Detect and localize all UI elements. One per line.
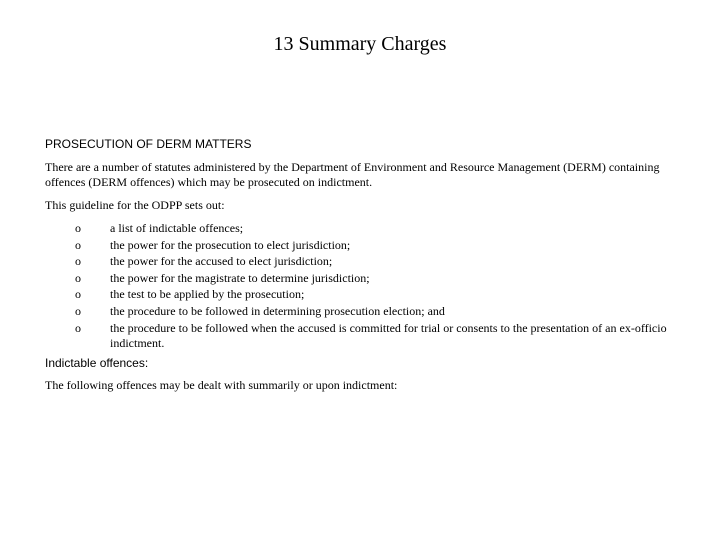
list-item-text: the procedure to be followed when the accused is committed for trial or consents to the presentation of an ex-officio indictment. bbox=[110, 320, 667, 350]
indictable-offences-heading: Indictable offences: bbox=[45, 355, 149, 370]
list-item bbox=[45, 254, 685, 269]
list-item bbox=[45, 287, 685, 302]
bullet-marker: o bbox=[75, 270, 81, 285]
list-item bbox=[45, 221, 685, 236]
list-item bbox=[45, 238, 685, 253]
slide-title: 13 Summary Charges bbox=[273, 33, 447, 55]
list-item-text: the power for the prosecution to elect jurisdiction; bbox=[110, 237, 351, 252]
list-item-text: the power for the magistrate to determine jurisdiction; bbox=[110, 270, 370, 285]
bullet-marker: o bbox=[75, 237, 81, 252]
list-item bbox=[45, 321, 685, 351]
slide-body bbox=[45, 137, 685, 401]
bullet-marker: o bbox=[75, 254, 81, 269]
list-item bbox=[45, 304, 685, 319]
list-item-text: the procedure to be followed in determining prosecution election; and bbox=[110, 303, 445, 318]
list-item-text: the power for the accused to elect jurisdiction; bbox=[110, 254, 333, 269]
list-item-text: the test to be applied by the prosecution; bbox=[110, 287, 305, 302]
list-item bbox=[45, 271, 685, 286]
section-heading: PROSECUTION OF DERM MATTERS bbox=[45, 137, 252, 151]
list-item-text: a list of indictable offences; bbox=[110, 221, 244, 235]
guideline-intro: This guideline for the ODPP sets out: bbox=[45, 198, 225, 212]
bullet-marker: o bbox=[75, 287, 81, 302]
guideline-list bbox=[45, 221, 685, 351]
bullet-marker: o bbox=[75, 303, 81, 318]
bullet-marker: o bbox=[75, 221, 81, 235]
intro-paragraph: There are a number of statutes administered by the Department of Environment and Resource Management (DERM) containing offences (DERM offences) which may be prosecuted on indictment. bbox=[45, 160, 660, 189]
closing-paragraph: The following offences may be dealt with summarily or upon indictment: bbox=[45, 377, 398, 392]
bullet-marker: o bbox=[75, 320, 81, 335]
